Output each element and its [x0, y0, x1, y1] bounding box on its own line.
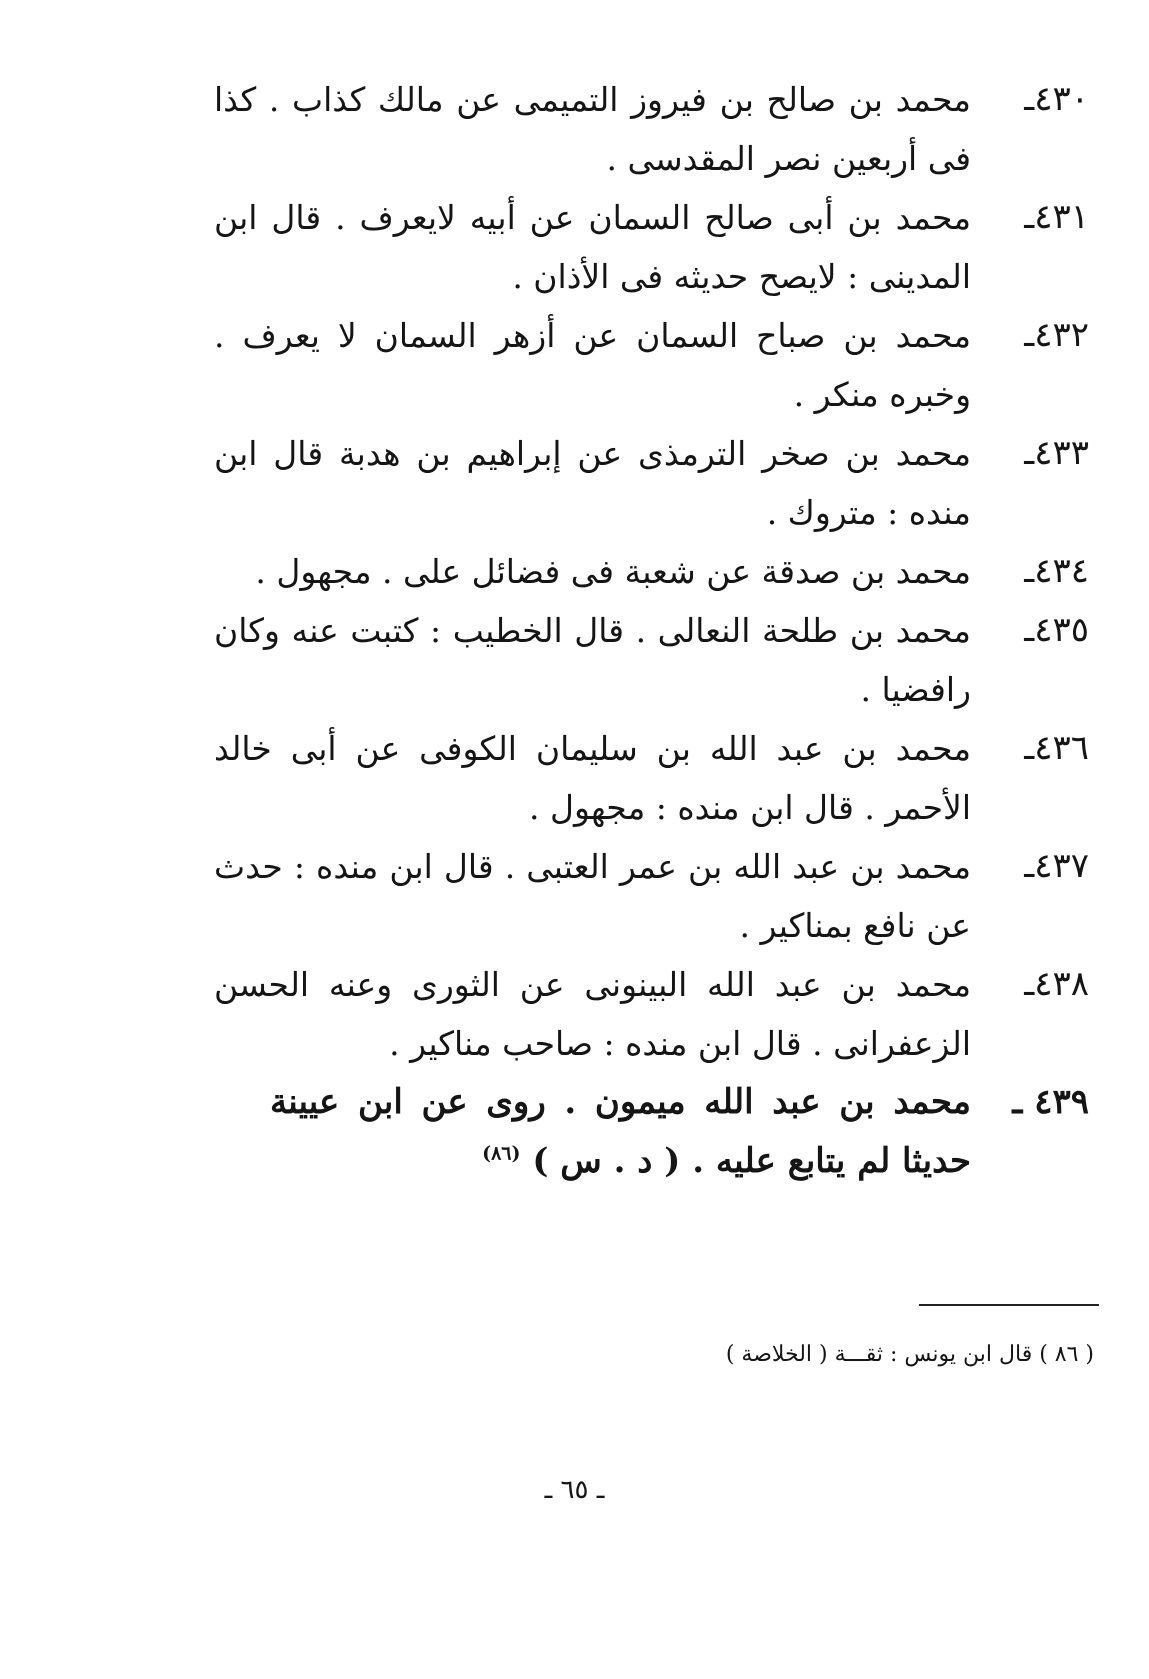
entry-435 [214, 601, 1089, 719]
entry-number: ٤٣٢ـ [1024, 315, 1089, 355]
entry-434 [214, 542, 1089, 601]
entry-number: ٤٣٧ـ [1024, 846, 1089, 886]
entry-430 [214, 70, 1089, 188]
entry-number: ٤٣٤ـ [1024, 551, 1089, 591]
entry-text: محمد بن عبد الله بن عمر العتبى . قال ابن منده : حدث عن نافع بمناكير . [214, 847, 971, 945]
entries-list [214, 70, 1089, 1191]
entry-text: محمد بن عبد الله بن سليمان الكوفى عن أبى خالد الأحمر . قال ابن منده : مجهول . [214, 729, 971, 827]
entry-text: محمد بن صباح السمان عن أزهر السمان لا يعرف . وخبره منكر . [214, 316, 971, 414]
entry-439 [214, 1073, 1089, 1191]
entry-text: محمد بن صخر الترمذى عن إبراهيم بن هدبة قال ابن منده : متروك . [214, 434, 971, 532]
entry-number: ٤٣٠ـ [1024, 79, 1089, 119]
entry-number: ٤٣٩ ـ [1012, 1082, 1089, 1122]
entry-text: محمد بن عبد الله ميمون . روى عن ابن عيينة حديثا لم يتابع عليه . ( د . س ) [270, 1082, 971, 1181]
entry-433 [214, 424, 1089, 542]
entry-number: ٤٣٣ـ [1024, 433, 1089, 473]
entry-text: محمد بن عبد الله البينونى عن الثورى وعنه الحسن الزعفرانى . قال ابن منده : صاحب مناكير . [214, 965, 971, 1063]
entry-431 [214, 188, 1089, 306]
entry-number: ٤٣٥ـ [1024, 610, 1089, 650]
entry-437 [214, 837, 1089, 955]
entry-text: محمد بن طلحة النعالى . قال الخطيب : كتبت عنه وكان رافضيا . [214, 611, 971, 709]
entry-text: محمد بن صدقة عن شعبة فى فضائل على . مجهول . [255, 552, 971, 591]
entry-438 [214, 955, 1089, 1073]
entry-text-with-footnote [214, 1073, 971, 1191]
page-number: ـ ٦٥ ـ [544, 1475, 605, 1505]
footnote-reference: (٨٦) [482, 1142, 521, 1165]
entry-text: محمد بن أبى صالح السمان عن أبيه لايعرف . قال ابن المدينى : لايصح حديثه فى الأذان . [214, 198, 971, 296]
entry-436 [214, 719, 1089, 837]
entry-text: محمد بن صالح بن فيروز التميمى عن مالك كذاب . كذا فى أربعين نصر المقدسى . [214, 80, 971, 178]
entry-number: ٤٣١ـ [1024, 197, 1089, 237]
entry-number: ٤٣٨ـ [1024, 964, 1089, 1004]
entry-432 [214, 306, 1089, 424]
footnote-divider [919, 1304, 1099, 1306]
footnote: ( ٨٦ ) قال ابن يونس : ثقـــة ( الخلاصة ) [725, 1342, 1094, 1367]
entry-number: ٤٣٦ـ [1024, 728, 1089, 768]
